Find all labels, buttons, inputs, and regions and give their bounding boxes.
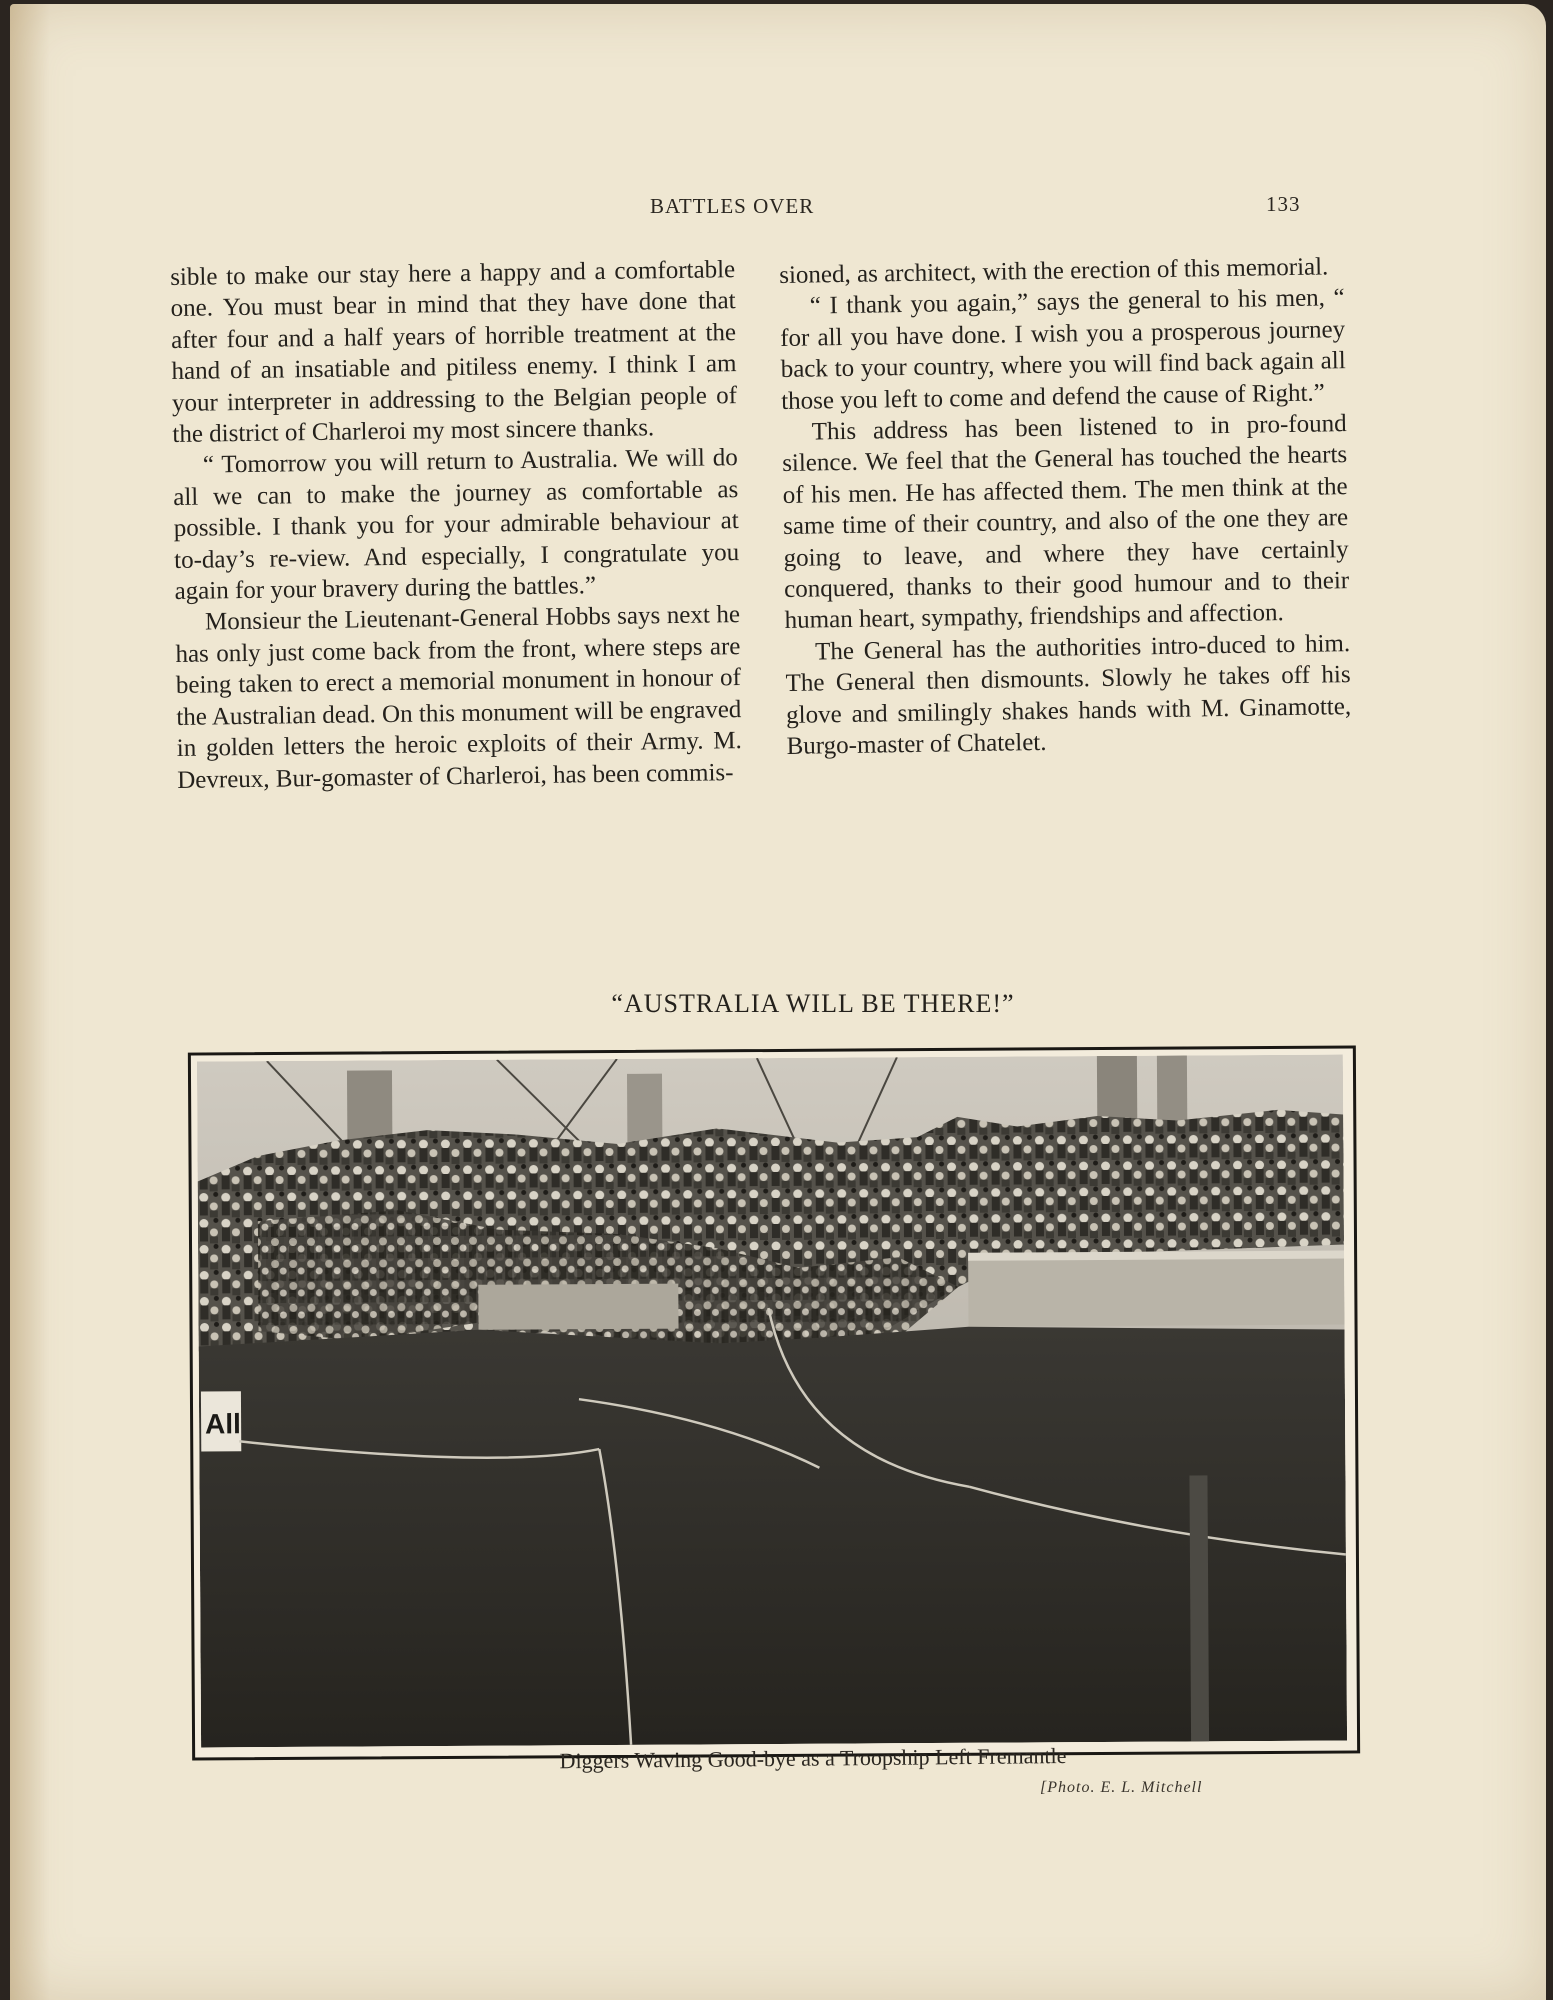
paragraph: “ Tomorrow you will return to Australia. We will do all we can to make the journey as comfortable as possible. I thank you for your admirable behaviour at to-day’s re-view. And especially, I congratulate you again for your bravery during the battles.” (173, 444, 740, 606)
paragraph: sible to make our stay here a happy and a comfortable one. You must bear in mind that they have done that after four and a half years of horrible treatment at the hand of an insatiable and pitiless enemy. I think I am your interpreter in addressing to the Belgian people of the district of Charleroi my most sincere thanks. (170, 256, 738, 449)
page-number: 133 (1266, 192, 1301, 216)
paragraph: This address has been listened to in pro-found silence. We feel that the General has touched the hearts of his men. He has affected them. The men think at the same time of their country, and also of the one they are going to leave, and where they have certainly conquered, thanks to their good humour and to their human heart, sympathy, friendships and affection. (781, 410, 1350, 635)
hull-sign-text: All (205, 1408, 241, 1440)
paragraph: The General has the authorities intro-duced to him. The General then dismounts. Slowly he takes off his glove and smilingly shakes hands with M. Ginamotte, Burgo-master of Chatelet. (785, 629, 1352, 761)
running-title: BATTLES OVER (650, 194, 815, 218)
right-text-column (779, 251, 1352, 762)
photo-credit: [Photo. E. L. Mitchell (1040, 1779, 1203, 1796)
hull-fitting (1189, 1475, 1209, 1741)
plate-title: “AUSTRALIA WILL BE THERE!” (611, 989, 1015, 1018)
paragraph: sioned, as architect, with the erection of this memorial. (779, 253, 1329, 289)
book-page (10, 4, 1546, 2000)
left-text-column (170, 254, 742, 796)
photo-caption: Diggers Waving Good-bye as a Troopship Left Fremantle (559, 1742, 1067, 1774)
deck-bulwark (478, 1284, 678, 1330)
paragraph: “ I thank you again,” says the general to his men, “ for all you have done. I wish you a prosperous journey back to your country, where you will find back again all those you left to come and defend the cause of Right.” (780, 284, 1346, 415)
deck-house (968, 1255, 1344, 1327)
photo-frame (188, 1045, 1360, 1760)
paragraph: Monsieur the Lieutenant-General Hobbs says next he has only just come back from the front, where steps are being taken to erect a memorial monument in honour of the Australian dead. On this monument will be engraved in golden letters the heroic exploits of their Army. M. Devreux, Bur-gomaster of Charleroi, has been commis- (175, 601, 742, 794)
troopship-photo (197, 1055, 1347, 1748)
running-head (10, 194, 1546, 224)
ship-hull (199, 1325, 1348, 1748)
